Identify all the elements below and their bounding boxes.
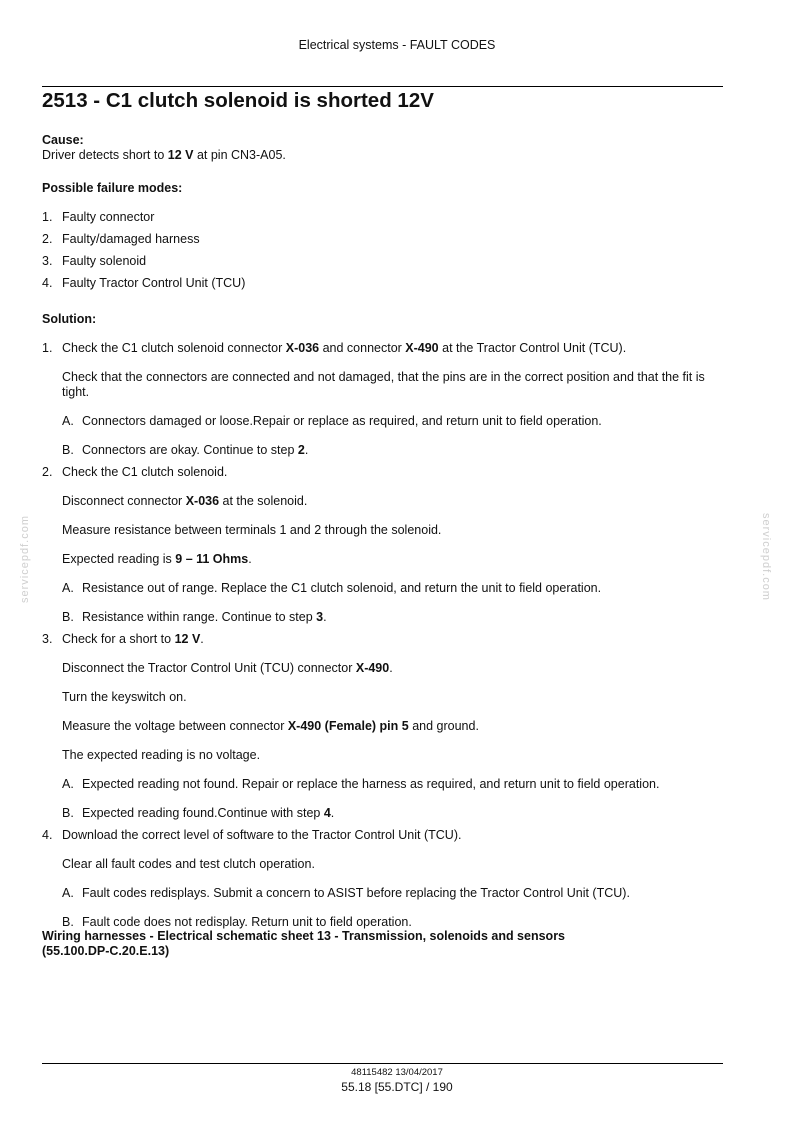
connector-id: X-036 xyxy=(285,341,320,355)
reference-title[interactable]: Wiring harnesses - Electrical schematic sheet 13 - Transmission, solenoids and sensors xyxy=(42,929,566,943)
step-heading: Download the correct level of software to the Tractor Control Unit (TCU). xyxy=(62,828,462,842)
step-paragraph: The expected reading is no voltage. xyxy=(62,748,261,762)
list-item xyxy=(42,276,732,298)
connector-id: X-490 xyxy=(355,661,390,675)
option-text: . xyxy=(330,806,335,820)
option-text: Connectors damaged or loose.Repair or replace as required, and return unit to field operation. xyxy=(82,414,602,428)
reference-code[interactable]: (55.100.DP-C.20.E.13) xyxy=(42,944,170,958)
document-number: 48115482 13/04/2017 xyxy=(351,1067,443,1078)
connector-id: X-036 xyxy=(185,494,220,508)
step-text: Disconnect connector xyxy=(62,494,186,508)
step-text: . xyxy=(200,632,204,646)
step-paragraph: Check that the connectors are connected and not damaged, that the pins are in the correct position and that the fit is tight. xyxy=(62,370,705,399)
step-heading xyxy=(62,341,732,356)
list-number: 1. xyxy=(42,210,53,224)
step-reference: 4 xyxy=(323,806,331,820)
option-b xyxy=(62,915,732,930)
list-item xyxy=(42,254,732,276)
list-item xyxy=(42,232,732,254)
cause-voltage: 12 V xyxy=(167,148,194,162)
cause-text-b: at pin CN3-A05. xyxy=(193,148,286,162)
watermark-right: servicepdf.com xyxy=(760,513,772,601)
cause-text-a: Driver detects short to xyxy=(42,148,168,162)
option-a xyxy=(62,581,732,596)
voltage-value: 12 V xyxy=(174,632,201,646)
step-text: . xyxy=(389,661,393,675)
schematic-reference-link[interactable] xyxy=(42,929,732,959)
connector-id: X-490 xyxy=(405,341,439,355)
solution-step-3 xyxy=(42,632,732,821)
option-letter: A. xyxy=(62,886,74,900)
step-number: 1. xyxy=(42,341,53,355)
option-text: Resistance out of range. Replace the C1 clutch solenoid, and return the unit to field operation. xyxy=(82,581,602,595)
step-number: 2. xyxy=(42,465,53,479)
option-a xyxy=(62,777,732,792)
page-title: 2513 - C1 clutch solenoid is shorted 12V xyxy=(42,89,434,112)
step-reference: 3 xyxy=(316,610,324,624)
option-letter: A. xyxy=(62,581,74,595)
step-paragraph xyxy=(62,552,732,567)
step-text: Disconnect the Tractor Control Unit (TCU) connector xyxy=(62,661,356,675)
option-text: Expected reading not found. Repair or replace the harness as required, and return unit to field operation. xyxy=(82,777,660,791)
option-text: Connectors are okay. Continue to step xyxy=(82,443,298,457)
step-text: at the Tractor Control Unit (TCU). xyxy=(438,341,627,355)
step-paragraph xyxy=(62,661,732,676)
step-text: Check the C1 clutch solenoid connector xyxy=(62,341,286,355)
step-text: Expected reading is xyxy=(62,552,176,566)
option-a xyxy=(62,886,732,901)
option-text: Resistance within range. Continue to step xyxy=(82,610,317,624)
solution-step-1 xyxy=(42,341,732,458)
step-paragraph: Clear all fault codes and test clutch operation. xyxy=(62,857,315,871)
option-text: Fault code does not redisplay. Return unit to field operation. xyxy=(82,915,412,929)
step-reference: 2 xyxy=(297,443,305,457)
option-b xyxy=(62,443,732,458)
step-text: Measure the voltage between connector xyxy=(62,719,288,733)
list-text: Faulty solenoid xyxy=(62,254,147,268)
step-text: at the solenoid. xyxy=(219,494,308,508)
option-text: . xyxy=(323,610,327,624)
list-number: 2. xyxy=(42,232,53,246)
option-a xyxy=(62,414,732,429)
option-text: Fault codes redisplays. Submit a concern to ASIST before replacing the Tractor Control Unit (TCU). xyxy=(82,886,630,900)
list-number: 4. xyxy=(42,276,53,290)
option-text: . xyxy=(304,443,309,457)
page-number: 55.18 [55.DTC] / 190 xyxy=(341,1080,453,1094)
list-text: Faulty connector xyxy=(62,210,155,224)
fault-content xyxy=(42,133,732,959)
expected-value: 9 – 11 Ohms xyxy=(175,552,249,566)
option-b xyxy=(62,806,732,821)
list-item xyxy=(42,210,732,232)
list-number: 3. xyxy=(42,254,53,268)
solution-step-4 xyxy=(42,828,732,930)
footer-rule xyxy=(42,1063,723,1064)
list-text: Faulty/damaged harness xyxy=(62,232,200,246)
option-letter: B. xyxy=(62,915,74,929)
step-heading: Check the C1 clutch solenoid. xyxy=(62,465,228,479)
option-letter: B. xyxy=(62,443,74,457)
cause-section xyxy=(42,133,732,163)
cause-label: Cause: xyxy=(42,133,84,147)
solution-section xyxy=(42,312,732,930)
running-header: Electrical systems - FAULT CODES xyxy=(298,38,496,52)
option-letter: A. xyxy=(62,414,74,428)
step-paragraph: Turn the keyswitch on. xyxy=(62,690,187,704)
header-rule xyxy=(42,86,723,87)
step-heading xyxy=(62,632,732,647)
step-text: . xyxy=(248,552,252,566)
step-paragraph xyxy=(62,719,732,734)
option-letter: B. xyxy=(62,610,74,624)
failure-modes-section xyxy=(42,181,732,298)
solution-step-2 xyxy=(42,465,732,625)
step-text: and connector xyxy=(319,341,406,355)
step-text: and ground. xyxy=(408,719,479,733)
step-number: 3. xyxy=(42,632,53,646)
step-number: 4. xyxy=(42,828,53,842)
step-paragraph: Measure resistance between terminals 1 and 2 through the solenoid. xyxy=(62,523,442,537)
option-text: Expected reading found.Continue with step xyxy=(82,806,324,820)
option-b xyxy=(62,610,732,625)
solution-label: Solution: xyxy=(42,312,97,326)
step-paragraph xyxy=(62,494,732,509)
failure-modes-label: Possible failure modes: xyxy=(42,181,183,195)
watermark-left: servicepdf.com xyxy=(19,515,31,603)
step-text: Check for a short to xyxy=(62,632,175,646)
cause-text xyxy=(42,148,732,163)
list-text: Faulty Tractor Control Unit (TCU) xyxy=(62,276,246,290)
connector-pin: X-490 (Female) pin 5 xyxy=(287,719,409,733)
option-letter: A. xyxy=(62,777,74,791)
option-letter: B. xyxy=(62,806,74,820)
